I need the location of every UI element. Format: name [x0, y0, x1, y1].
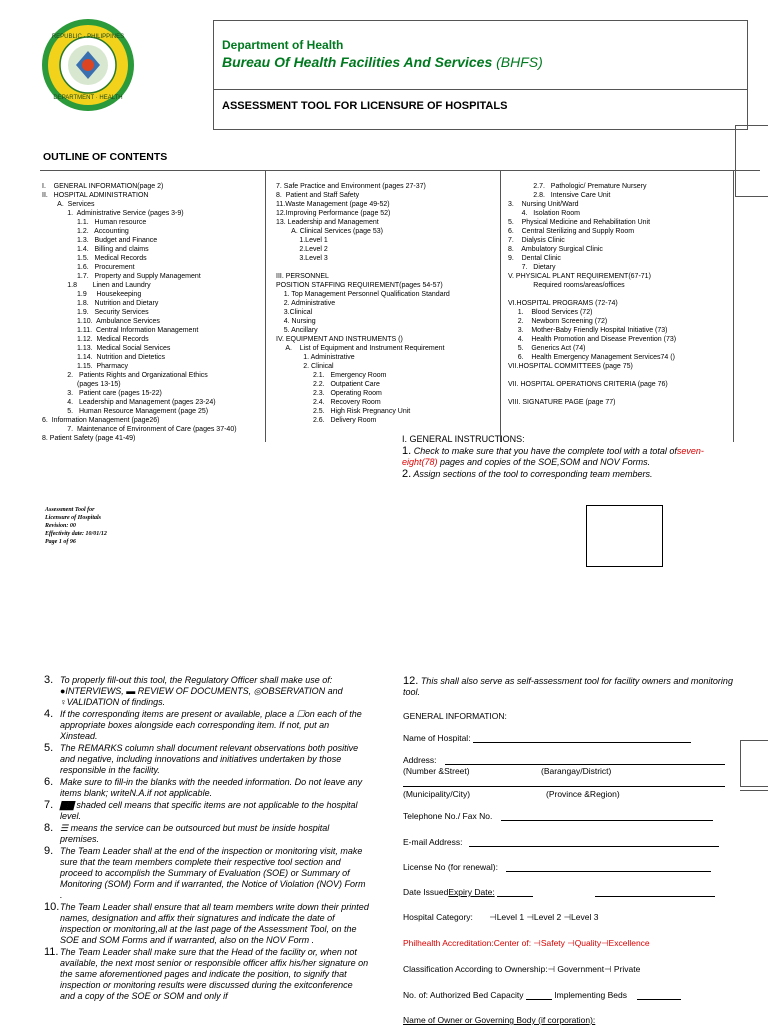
toc-item: VII.HOSPITAL COMMITTEES (page 75)	[508, 363, 633, 370]
instruction-text: The REMARKS column shall document relevant observations both positive and negative, including innovations and initiatives undertaken by those responsible in the facility.	[60, 743, 359, 775]
toc-item: 2.7. Pathologic/ Premature Nursery	[508, 183, 647, 190]
implementing-beds-label: Implementing Beds	[554, 990, 628, 1000]
toc-item: 3. Mother-Baby Friendly Hospital Initiative (73)	[508, 327, 668, 334]
dept-name: Department of Health	[222, 38, 344, 52]
toc-item: I. GENERAL INFORMATION(page 2)	[42, 183, 164, 190]
instruction-number: 4.	[44, 708, 54, 720]
seal-top-text: REPUBLIC · PHILIPPINES	[51, 34, 125, 40]
bureau-abbr: (BHFS)	[496, 54, 543, 70]
telephone-row	[403, 811, 713, 821]
toc-item: 1.3. Budget and Finance	[42, 237, 158, 244]
toc-item: 1. Administrative Service (pages 3-9)	[42, 210, 184, 217]
toc-item: III. PERSONNEL	[276, 273, 329, 280]
toc-item: 1.8 Linen and Laundry	[42, 282, 151, 289]
toc-item: 2.1. Emergency Room	[276, 372, 387, 379]
ownership-row	[403, 964, 640, 975]
toc-item: 7. Safe Practice and Environment (pages 27-37)	[276, 183, 426, 190]
toc-item: VII. HOSPITAL OPERATIONS CRITERIA (page 76)	[508, 381, 668, 388]
address-field[interactable]	[445, 764, 725, 765]
toc-item: 4. Health Promotion and Disease Prevention (73)	[508, 336, 677, 343]
owner-label: Name of Owner or Governing Body (if corporation):	[403, 1015, 596, 1025]
toc-item: V. PHYSICAL PLANT REQUIREMENT(67-71)	[508, 273, 651, 280]
philhealth-label: Philhealth Accreditation:	[403, 938, 494, 948]
bureau-name	[222, 54, 543, 70]
email-row	[403, 837, 719, 847]
toc-item: 4. Leadership and Management (pages 23-24)	[42, 399, 216, 406]
toc-item: A. Services	[42, 201, 95, 208]
toc-item: 3.Clinical	[276, 309, 313, 316]
toc-item: 3. Nursing Unit/Ward	[508, 201, 579, 208]
toc-item: 2.6. Delivery Room	[276, 417, 377, 424]
toc-item: 1.2. Accounting	[42, 228, 129, 235]
toc-item: 1.1. Human resource	[42, 219, 147, 226]
seal-bottom-text: DEPARTMENT · HEALTH	[53, 95, 123, 101]
toc-item	[508, 290, 676, 299]
toc-item: 11.Waste Management (page 49-52)	[276, 201, 390, 208]
expiry-field[interactable]	[497, 895, 533, 897]
instruction-1-text-end: pages and copies of the SOE,SOM and NOV Forms.	[437, 457, 651, 467]
toc-item: 1.15. Pharmacy	[42, 363, 128, 370]
toc-item: A. Clinical Services (page 53)	[276, 228, 383, 235]
instruction-1-num: 1.	[402, 445, 412, 457]
telephone-field[interactable]	[501, 819, 713, 821]
city-field[interactable]	[403, 786, 725, 787]
toc-item: 3.Level 3	[276, 255, 328, 262]
instruction-text: The Team Leader shall ensure that all team members write down their printed names, designation and affix their signatures and indicate the date of inspection or monitoring,all at the last page of the Assessment Tool, on the SOE and SOM Forms and if warranted, also on the NOV Form .	[60, 902, 369, 945]
instruction-item	[44, 777, 369, 799]
toc-item: 5. Human Resource Management (page 25)	[42, 408, 209, 415]
instruction-2	[402, 469, 732, 479]
instruction-item	[44, 846, 369, 901]
doc-meta-line: Assessment Tool for	[45, 507, 95, 513]
document-title: ASSESSMENT TOOL FOR LICENSURE OF HOSPITALS	[222, 100, 508, 112]
license-label: License No (for renewal):	[403, 862, 498, 872]
toc-item: 2.5. High Risk Pregnancy Unit	[276, 408, 411, 415]
instruction-text: ▇▇ shaded cell means that specific items are not applicable to the hospital level.	[60, 800, 358, 821]
margin-box-2	[740, 740, 768, 787]
instruction-12-text: This shall also serve as self-assessment tool for facility owners and monitoring tool.	[403, 676, 733, 697]
email-field[interactable]	[469, 845, 719, 847]
toc-item: (pages 13-15)	[42, 381, 121, 388]
toc-item: Required rooms/areas/offices	[508, 282, 625, 289]
toc-divider-3	[733, 170, 734, 442]
toc-item: 4. Nursing	[276, 318, 316, 325]
instruction-item	[44, 800, 369, 822]
toc-item: 1.13. Medical Social Services	[42, 345, 171, 352]
license-row	[403, 862, 711, 872]
toc-item: 8. Patient Safety (page 41-49)	[42, 435, 136, 442]
toc-item: 12.Improving Performance (page 52)	[276, 210, 391, 217]
instruction-number: 5.	[44, 742, 54, 754]
toc-item: 7. Maintenance of Environment of Care (pages 37-40)	[42, 426, 237, 433]
toc-item: 1.7. Property and Supply Management	[42, 273, 201, 280]
document-meta	[45, 506, 107, 546]
toc-item: 1. Administrative	[276, 354, 355, 361]
toc-item: 6. Health Emergency Management Services74 ()	[508, 354, 675, 361]
toc-item: 5. Physical Medicine and Rehabilitation Unit	[508, 219, 651, 226]
toc-item: 1.4. Billing and claims	[42, 246, 149, 253]
instruction-2-num: 2.	[402, 469, 412, 479]
toc-item: 7. Dialysis Clinic	[508, 237, 565, 244]
instruction-1-text: Check to make sure that you have the complete tool with a total of	[413, 446, 677, 456]
toc-item: 13. Leadership and Management	[276, 219, 379, 226]
doc-meta-line: Effectivity date: 10/01/12	[45, 531, 107, 537]
toc-item: 1.10. Ambulance Services	[42, 318, 160, 325]
implementing-beds-field[interactable]	[637, 998, 681, 1000]
email-label: E-mail Address:	[403, 837, 463, 847]
instruction-1	[402, 446, 732, 468]
toc-item: 1.9 Housekeeping	[42, 291, 142, 298]
toc-item: 2.Level 2	[276, 246, 328, 253]
instruction-item	[44, 947, 369, 1002]
toc-item: 1.5. Medical Records	[42, 255, 147, 262]
license-field[interactable]	[506, 870, 711, 872]
toc-item: 1.11. Central Information Management	[42, 327, 199, 334]
toc-item	[508, 389, 676, 398]
toc-item: 2.8. Intensive Care Unit	[508, 192, 611, 199]
instruction-number: 9.	[44, 845, 54, 857]
instruction-text: Make sure to fill-in the blanks with the needed information. Do not leave any items blank; writeN.A.if not applicable.	[60, 777, 363, 798]
toc-item: 5. Generics Act (74)	[508, 345, 586, 352]
header-divider	[214, 89, 747, 90]
instruction-number: 11.	[44, 946, 59, 958]
date-extra-field[interactable]	[595, 895, 715, 897]
instruction-text: If the corresponding items are present or available, place a ☐on each of the appropriate boxes alongside each corresponding item. If not, put an Xinstead.	[60, 709, 362, 741]
expiry-label: Expiry Date:	[448, 887, 495, 897]
instructions-list	[44, 675, 369, 1003]
instruction-number: 7.	[44, 799, 54, 811]
instruction-number: 3.	[44, 674, 54, 686]
toc-item: 2.2. Outpatient Care	[276, 381, 380, 388]
toc-column-1	[42, 182, 237, 443]
toc-item: 1.8. Nutrition and Dietary	[42, 300, 159, 307]
instruction-item	[44, 902, 369, 946]
philhealth-row	[403, 938, 650, 949]
toc-item: 1. Blood Services (72)	[508, 309, 593, 316]
street-label: (Number &Street)	[403, 766, 470, 776]
toc-item	[276, 263, 450, 272]
toc-item: 8. Ambulatory Surgical Clinic	[508, 246, 603, 253]
instruction-item	[44, 675, 369, 708]
toc-item: 4. Isolation Room	[508, 210, 580, 217]
instruction-text: ☰ means the service can be outsourced but must be inside hospital premises.	[60, 823, 330, 844]
instruction-item	[44, 709, 369, 742]
instruction-number: 8.	[44, 822, 54, 834]
toc-item: 6. Information Management (page26)	[42, 417, 160, 424]
toc-item: VI.HOSPITAL PROGRAMS (72-74)	[508, 300, 618, 307]
category-label: Hospital Category:	[403, 912, 473, 922]
instruction-12-num: 12.	[403, 675, 419, 687]
toc-item: 9. Dental Clinic	[508, 255, 561, 262]
instruction-text: To properly fill-out this tool, the Regulatory Officer shall make use of: ●INTERVIEWS, ▬ REVIEW OF DOCUMENTS, ◎OBSERVATION and ♀VALIDATION of findings.	[60, 675, 343, 707]
toc-item: 3. Patient care (pages 15-22)	[42, 390, 162, 397]
toc-item: IV. EQUIPMENT AND INSTRUMENTS ()	[276, 336, 403, 343]
toc-item: 5. Ancillary	[276, 327, 318, 334]
margin-box-3	[740, 790, 768, 816]
telephone-label: Telephone No./ Fax No.	[403, 811, 493, 821]
toc-item: VIII. SIGNATURE PAGE (page 77)	[508, 399, 616, 406]
toc-item: POSITION STAFFING REQUIREMENT(pages 54-57)	[276, 282, 443, 289]
header-box	[213, 20, 748, 130]
toc-item: 6. Central Sterilizing and Supply Room	[508, 228, 635, 235]
city-label: (Municipality/City)	[403, 789, 471, 799]
beds-row	[403, 990, 681, 1000]
instruction-2-text: Assign sections of the tool to corresponding team members.	[413, 469, 653, 479]
toc-item: 1.6. Procurement	[42, 264, 135, 271]
toc-item: 2. Newborn Screening (72)	[508, 318, 608, 325]
toc-item: 8. Patient and Staff Safety	[276, 192, 360, 199]
ownership-label: Classification According to Ownership:	[403, 964, 548, 974]
date-row	[403, 887, 715, 897]
province-label: (Province &Region)	[546, 789, 620, 799]
ownership-options[interactable]: ⊣ Government⊣ Private	[547, 964, 641, 974]
category-row	[403, 912, 598, 923]
toc-column-3	[508, 182, 676, 407]
instruction-number: 6.	[44, 776, 54, 788]
category-options[interactable]: ⊣Level 1 ⊣Level 2 ⊣Level 3	[489, 912, 599, 922]
toc-item: 1.Level 1	[276, 237, 328, 244]
doh-seal	[40, 17, 136, 113]
toc-item: 1.14. Nutrition and Dietetics	[42, 354, 165, 361]
hospital-name-label: Name of Hospital:	[403, 733, 471, 743]
toc-item: 1.12. Medical Records	[42, 336, 149, 343]
instruction-item	[44, 743, 369, 776]
general-info-heading: GENERAL INFORMATION:	[403, 711, 507, 721]
toc-item: 1.9. Security Services	[42, 309, 149, 316]
toc-item: 1. Top Management Personnel Qualification Standard	[276, 291, 450, 298]
doc-meta-line: Page 1 of 96	[45, 539, 76, 545]
toc-item: A. List of Equipment and Instrument Requirement	[276, 345, 445, 352]
doc-meta-line: Licensure of Hospitals	[45, 515, 102, 521]
instruction-item	[44, 823, 369, 845]
toc-item: 7. Dietary	[508, 264, 556, 271]
margin-box-1	[735, 125, 768, 197]
toc-item: II. HOSPITAL ADMINISTRATION	[42, 192, 149, 199]
toc-item	[508, 371, 676, 380]
hospital-name-field[interactable]	[473, 741, 691, 743]
address-label: Address:	[403, 755, 437, 765]
instruction-number: 10.	[44, 901, 60, 913]
bureau-label: Bureau Of Health Facilities And Services	[222, 54, 493, 70]
doc-meta-line: Revision: 00	[45, 523, 76, 529]
philhealth-options[interactable]: Center of: ⊣Safety ⊣Quality⊣Excellence	[493, 938, 650, 948]
bed-capacity-field[interactable]	[526, 998, 552, 1000]
instruction-12	[403, 676, 733, 698]
toc-divider-2	[500, 170, 501, 442]
seal-graphic	[40, 17, 136, 113]
toc-divider-1	[265, 170, 266, 442]
barangay-label: (Barangay/District)	[541, 766, 612, 776]
toc-column-2	[276, 182, 450, 425]
toc-item: 2. Administrative	[276, 300, 336, 307]
toc-item: 2. Clinical	[276, 363, 334, 370]
hospital-name-row	[403, 733, 691, 743]
date-issued-label: Date Issued	[403, 887, 449, 897]
instruction-text: The Team Leader shall at the end of the inspection or monitoring visit, make sure that the team members complete their respective tool section and proceed to accomplish the Summary of Evaluation (SOE) or Summary of Monitoring (SOM) Form and if warranted, the Notice of Violation (NOV) Form .	[60, 846, 366, 900]
stamp-box	[586, 505, 663, 567]
page-count-highlight: seven-eight(78)	[402, 446, 704, 467]
toc-item: 2. Patients Rights and Organizational Ethics	[42, 372, 208, 379]
toc-item: 2.4. Recovery Room	[276, 399, 381, 406]
instruction-text: The Team Leader shall make sure that the Head of the facility or, when not available, the next most senior or responsible officer affix his/her signature on the same aforementioned pages and indicate the position, to signify that inspection or monitoring results were discussed during the exitconference and a copy of the SOE or SOM and only if	[60, 947, 369, 1001]
toc-title: OUTLINE OF CONTENTS	[43, 151, 168, 163]
beds-label: No. of: Authorized Bed Capacity	[403, 990, 524, 1000]
general-instructions-heading: I. GENERAL INSTRUCTIONS:	[402, 434, 525, 444]
toc-item: 2.3. Operating Room	[276, 390, 382, 397]
toc-top-rule	[40, 170, 760, 171]
